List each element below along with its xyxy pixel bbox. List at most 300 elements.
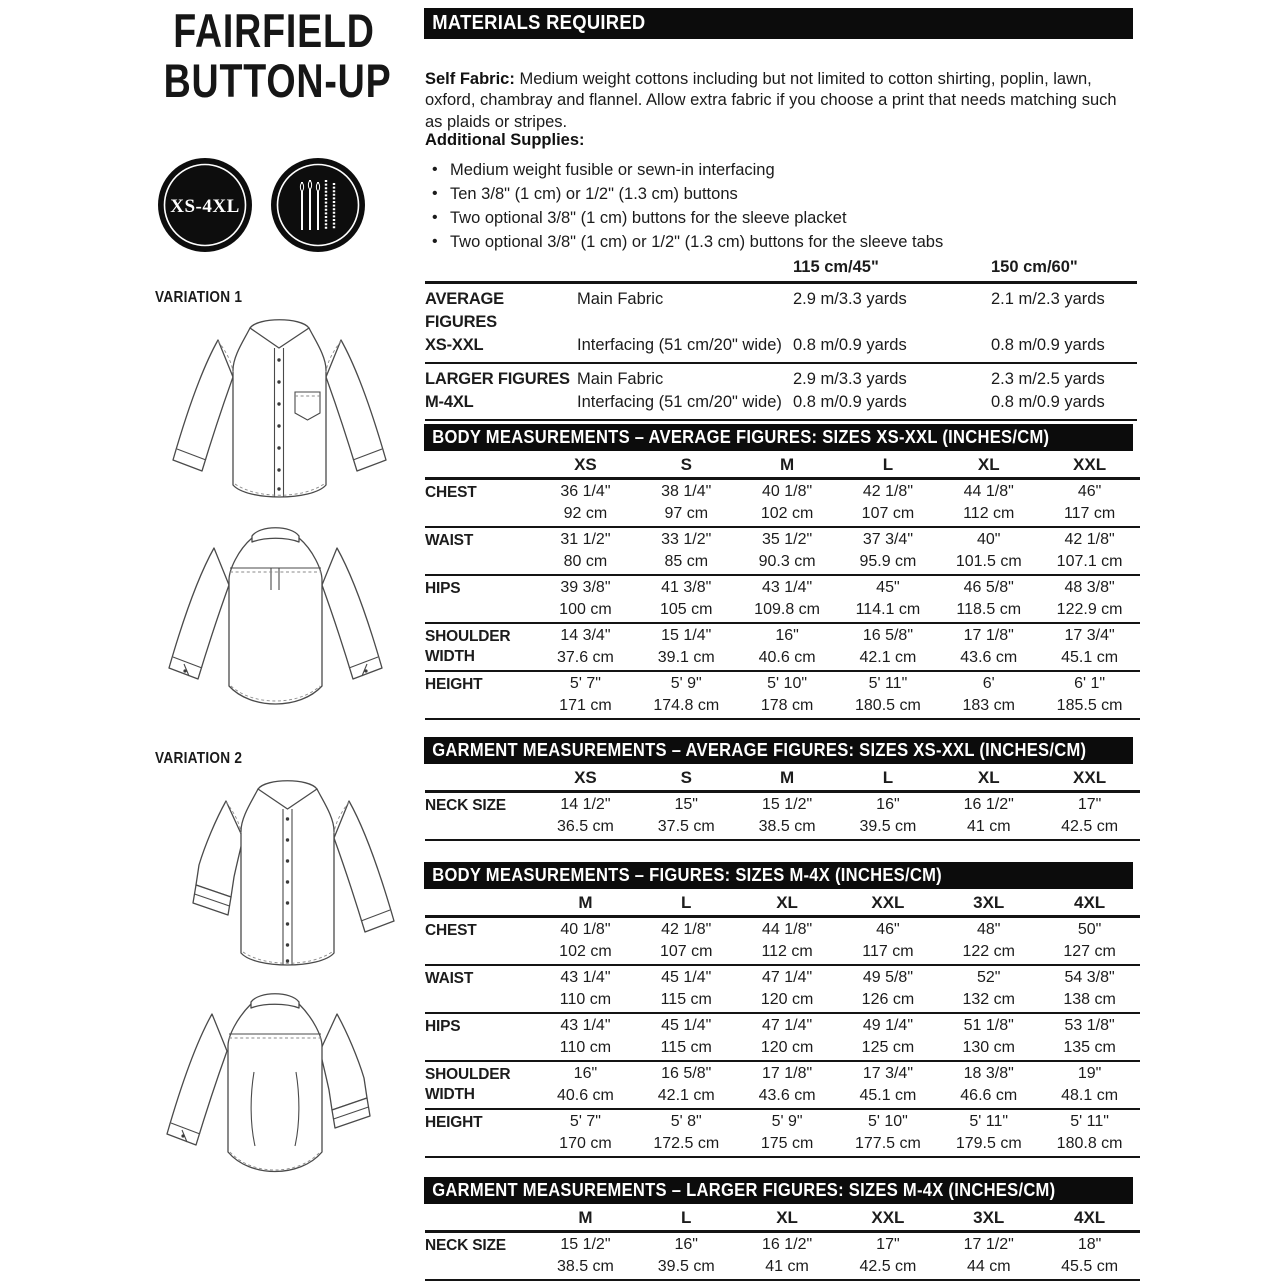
garment-measurements-larger-table (425, 1205, 1140, 1281)
measurement-inches: 52" (977, 969, 1001, 986)
measurement-inches: 5' 7" (569, 1113, 601, 1130)
size-range-label: XS-XXL (425, 336, 484, 354)
measurement-cm: 138 cm (1063, 990, 1116, 1008)
measurement-cell (838, 577, 939, 620)
measurement-cell (737, 529, 838, 572)
fabric-item-label: Main Fabric (577, 290, 664, 308)
measurement-cell (737, 794, 838, 837)
measurement-inches: 5' 11" (969, 1113, 1009, 1130)
measurement-cm: 46.6 cm (960, 1086, 1018, 1104)
measurement-cm: 120 cm (760, 990, 814, 1008)
yardage-150: 0.8 m/0.9 yards (991, 393, 1105, 411)
measurement-cell (938, 673, 1039, 716)
self-fabric-text: Medium weight cottons including but not limited to cotton shirting, poplin, lawn, oxford, chambray and flannel. Allow extra fabric if you choose a print that needs matching such as plaids or stripes. (425, 69, 1117, 131)
measurement-inches: 44 1/8" (963, 483, 1014, 500)
measurement-cm: 37.6 cm (556, 648, 614, 666)
measurement-cell (838, 794, 939, 837)
measurement-cm: 120 cm (760, 1038, 814, 1056)
measurement-row-label: HEIGHT (425, 676, 483, 693)
measurement-cm: 92 cm (563, 504, 608, 522)
measurement-inches: 42 1/8" (661, 921, 712, 938)
measurement-cell (535, 794, 636, 837)
measurement-cell (737, 625, 838, 668)
measurement-cm: 102 cm (559, 942, 612, 960)
measurement-cell (938, 529, 1039, 572)
measurement-cm: 110 cm (559, 1038, 612, 1056)
measurement-cm: 170 cm (559, 1134, 612, 1152)
measurement-inches: 47 1/4" (761, 1017, 813, 1034)
size-column-header: 3XL (973, 893, 1005, 912)
measurement-inches: 15 1/2" (761, 796, 813, 813)
yardage-150: 2.3 m/2.5 yards (991, 370, 1105, 388)
measurement-cell (938, 577, 1039, 620)
measurement-cell (737, 673, 838, 716)
measurement-cell (535, 1015, 636, 1058)
measurement-inches: 43 1/4" (761, 579, 813, 596)
measurement-row (425, 528, 1140, 576)
measurement-cm: 122.9 cm (1056, 600, 1123, 618)
measurement-inches: 15 1/2" (560, 1236, 611, 1253)
measurement-cm: 130 cm (962, 1038, 1015, 1056)
yardage-150: 0.8 m/0.9 yards (991, 336, 1105, 354)
size-column-header: XS (574, 768, 597, 787)
measurement-row-label: WAIST (425, 970, 474, 987)
yardage-115: 0.8 m/0.9 yards (793, 393, 907, 411)
measurement-cell (838, 1111, 939, 1154)
variation-1-front-illustration (152, 310, 407, 522)
measurement-cell (838, 1015, 939, 1058)
measurement-cm: 39.1 cm (657, 648, 715, 666)
size-range-badge (158, 158, 252, 252)
size-column-header: XXL (871, 1208, 905, 1227)
measurement-cm: 36.5 cm (556, 817, 614, 835)
variation-2-back-illustration (150, 984, 400, 1199)
measurement-row-label: SHOULDER WIDTH (425, 628, 511, 665)
supply-item: • Medium weight fusible or sewn-in interfacing (428, 158, 1128, 182)
size-column-header: XXL (871, 893, 905, 912)
measurement-cell (535, 1111, 636, 1154)
measurement-row-label: SHOULDER WIDTH (425, 1066, 511, 1103)
size-column-header: XL (776, 1208, 798, 1227)
measurement-row (425, 672, 1140, 720)
measurement-cell (636, 1111, 737, 1154)
measurement-cell (838, 1234, 939, 1277)
size-column-header: XL (977, 768, 1000, 787)
measurement-cm: 132 cm (962, 990, 1015, 1008)
size-header-row (425, 765, 1140, 793)
size-column-header: S (680, 455, 692, 474)
measurement-cell (737, 967, 838, 1010)
measurement-cm: 180.8 cm (1056, 1134, 1123, 1152)
size-column-header: L (882, 455, 894, 474)
measurement-row (425, 793, 1140, 841)
measurement-inches: 14 3/4" (560, 627, 611, 644)
measurement-cell (636, 577, 737, 620)
measurement-inches: 16 1/2" (963, 796, 1014, 813)
measurement-inches: 15" (674, 796, 698, 813)
measurement-cm: 39.5 cm (657, 1257, 715, 1275)
measurement-inches: 45 1/4" (661, 1017, 712, 1034)
measurement-cm: 112 cm (963, 504, 1015, 522)
measurement-cm: 179.5 cm (955, 1134, 1022, 1152)
measurement-inches: 37 3/4" (862, 531, 913, 548)
measurement-inches: 46" (876, 921, 900, 938)
measurement-cm: 172.5 cm (653, 1134, 720, 1152)
measurement-cm: 107 cm (660, 942, 713, 960)
measurement-row-label: HEIGHT (425, 1114, 483, 1131)
measurement-cm: 135 cm (1063, 1038, 1116, 1056)
measurement-cm: 48.1 cm (1061, 1086, 1119, 1104)
variation-1-back-illustration (148, 518, 403, 723)
measurement-cell (838, 481, 939, 524)
size-column-header: L (882, 768, 894, 787)
measurement-row (425, 624, 1140, 672)
measurement-cm: 178 cm (760, 696, 814, 714)
measurement-cell (1039, 1234, 1140, 1277)
measurement-cm: 38.5 cm (556, 1257, 614, 1275)
additional-supplies-list (428, 158, 1128, 254)
measurement-cell (1039, 625, 1140, 668)
measurement-inches: 17 1/8" (963, 627, 1014, 644)
measurement-inches: 5' 10" (867, 1113, 908, 1130)
measurement-cell (1039, 529, 1140, 572)
measurement-cell (636, 625, 737, 668)
measurement-cm: 171 cm (559, 696, 612, 714)
measurement-cell (938, 794, 1039, 837)
measurement-inches: 33 1/2" (661, 531, 712, 548)
measurement-inches: 17" (1077, 796, 1102, 813)
measurement-cell (1039, 481, 1140, 524)
measurement-cm: 105 cm (660, 600, 713, 618)
measurement-inches: 16 5/8" (661, 1065, 712, 1082)
size-column-header: M (779, 768, 795, 787)
measurement-cell (1039, 1111, 1140, 1154)
measurement-row-label: WAIST (425, 532, 474, 549)
body-measurements-larger-header: BODY MEASUREMENTS – FIGURES: SIZES M-4X (INCHES/CM) (424, 862, 1133, 889)
measurement-inches: 14 1/2" (560, 796, 611, 813)
measurement-inches: 5' 9" (670, 675, 702, 692)
body-measurements-average-table (425, 452, 1140, 720)
measurement-cell (1039, 1015, 1140, 1058)
fabric-table-row (425, 288, 1137, 334)
width-column-header-150: 150 cm/60" (991, 258, 1078, 276)
measurement-cell (938, 625, 1039, 668)
measurement-cell (938, 1111, 1039, 1154)
measurement-row-label: HIPS (425, 1018, 461, 1035)
measurement-cm: 117 cm (1063, 504, 1116, 522)
self-fabric-label: Self Fabric: (425, 69, 515, 88)
measurement-cm: 174.8 cm (653, 696, 720, 714)
measurement-cell (636, 1063, 737, 1106)
fabric-table-row (425, 334, 1137, 357)
measurement-row (425, 1062, 1140, 1110)
garment-measurements-average-header: GARMENT MEASUREMENTS – AVERAGE FIGURES: SIZES XS-XXL (INCHES/CM) (424, 737, 1133, 764)
measurement-cm: 43.6 cm (758, 1086, 816, 1104)
measurement-inches: 31 1/2" (560, 531, 611, 548)
measurement-cm: 177.5 cm (855, 1134, 921, 1152)
measurement-cm: 38.5 cm (758, 817, 816, 835)
measurement-cm: 90.3 cm (758, 552, 816, 570)
measurement-cell (535, 625, 636, 668)
measurement-cm: 39.5 cm (859, 817, 917, 835)
measurement-cell (1039, 673, 1140, 716)
measurement-cell (636, 1234, 737, 1277)
body-measurements-average-header: BODY MEASUREMENTS – AVERAGE FIGURES: SIZES XS-XXL (INCHES/CM) (424, 424, 1133, 451)
garment-measurements-average-table (425, 765, 1140, 841)
measurement-inches: 16" (775, 627, 799, 644)
measurement-inches: 5' 10" (767, 675, 808, 692)
yardage-115: 2.9 m/3.3 yards (793, 370, 907, 388)
measurement-inches: 53 1/8" (1064, 1017, 1115, 1034)
size-column-header: 4XL (1073, 893, 1106, 912)
measurement-inches: 47 1/4" (761, 969, 813, 986)
measurement-cm: 45.1 cm (859, 1086, 917, 1104)
fabric-table-row (425, 368, 1137, 391)
measurement-inches: 17 1/8" (761, 1065, 813, 1082)
size-column-header: 4XL (1073, 1208, 1106, 1227)
measurement-inches: 17 3/4" (1064, 627, 1115, 644)
measurement-inches: 40 1/8" (560, 921, 611, 938)
measurement-inches: 5' 9" (771, 1113, 803, 1130)
measurement-cell (1039, 919, 1140, 962)
measurement-cell (1039, 794, 1140, 837)
size-column-header: M (578, 893, 593, 912)
size-column-header: 3XL (973, 1208, 1005, 1227)
measurement-cell (535, 481, 636, 524)
fabric-table-body (425, 284, 1137, 421)
measurement-inches: 45" (876, 579, 900, 596)
body-measurements-larger-table (425, 890, 1140, 1158)
measurement-inches: 36 1/4" (560, 483, 611, 500)
measurement-cm: 85 cm (664, 552, 709, 570)
measurement-cm: 114.1 cm (855, 600, 921, 618)
measurement-inches: 41 3/8" (661, 579, 712, 596)
measurement-cell (838, 625, 939, 668)
measurement-inches: 18" (1077, 1236, 1102, 1253)
measurement-cm: 40.6 cm (556, 1086, 614, 1104)
measurement-inches: 5' 7" (569, 675, 601, 692)
size-column-header: XL (977, 455, 1000, 474)
measurement-cell (1039, 1063, 1140, 1106)
measurement-inches: 49 1/4" (862, 1017, 913, 1034)
fabric-requirements-table (425, 258, 1137, 421)
measurement-cell (737, 1063, 838, 1106)
measurement-cm: 115 cm (660, 990, 712, 1008)
measurement-inches: 46 5/8" (963, 579, 1014, 596)
measurement-cm: 122 cm (962, 942, 1015, 960)
size-column-header: M (779, 455, 795, 474)
measurement-cell (636, 794, 737, 837)
measurement-inches: 38 1/4" (661, 483, 712, 500)
measurement-inches: 16 1/2" (761, 1236, 813, 1253)
variation-1-label: VARIATION 1 (155, 289, 243, 306)
measurement-cell (838, 1063, 939, 1106)
measurement-cell (737, 481, 838, 524)
measurement-cm: 107.1 cm (1056, 552, 1123, 570)
measurement-cell (838, 967, 939, 1010)
yardage-150: 2.1 m/2.3 yards (991, 290, 1105, 308)
measurement-inches: 18 3/8" (963, 1065, 1014, 1082)
measurement-cm: 45.1 cm (1061, 648, 1119, 666)
measurement-row (425, 1110, 1140, 1158)
measurement-cm: 127 cm (1063, 942, 1116, 960)
needles-badge (271, 158, 365, 252)
fabric-table-header-row (425, 258, 1137, 284)
measurement-inches: 45 1/4" (661, 969, 712, 986)
measurement-inches: 19" (1077, 1065, 1102, 1082)
self-fabric-paragraph (425, 69, 1127, 134)
measurement-cell (636, 481, 737, 524)
measurement-cm: 185.5 cm (1056, 696, 1123, 714)
size-column-header: XXL (1073, 455, 1107, 474)
materials-required-header (424, 8, 1133, 39)
measurement-inches: 5' 11" (1070, 1113, 1109, 1130)
measurement-row-label: CHEST (425, 922, 477, 939)
measurement-inches: 46" (1077, 483, 1102, 500)
pattern-title (136, 6, 412, 106)
measurement-cm: 41 cm (966, 817, 1011, 835)
fabric-item-label: Interfacing (51 cm/20" wide) (577, 393, 782, 411)
supply-item: • Ten 3/8" (1 cm) or 1/2" (1.3 cm) buttons (428, 182, 1128, 206)
measurement-inches: 5' 8" (670, 1113, 702, 1130)
measurement-cell (636, 967, 737, 1010)
measurement-inches: 17 3/4" (862, 1065, 913, 1082)
measurement-cell (535, 673, 636, 716)
measurement-cell (938, 967, 1039, 1010)
measurement-cm: 42.1 cm (859, 648, 917, 666)
measurement-cell (636, 529, 737, 572)
measurement-inches: 40" (977, 531, 1001, 548)
measurement-cm: 118.5 cm (956, 600, 1022, 618)
measurement-inches: 51 1/8" (963, 1017, 1014, 1034)
variation-2-front-illustration (163, 771, 408, 1003)
supply-item: • Two optional 3/8" (1 cm) buttons for the sleeve placket (428, 206, 1128, 230)
measurement-cell (838, 529, 939, 572)
figure-type-label: AVERAGE FIGURES (425, 290, 504, 331)
measurement-cm: 175 cm (760, 1134, 814, 1152)
measurement-inches: 6' (982, 675, 995, 692)
measurement-cell (1039, 967, 1140, 1010)
size-column-header: XL (776, 893, 798, 912)
measurement-cell (535, 1234, 636, 1277)
pattern-title-line2: BUTTON-UP (163, 54, 392, 107)
measurement-row-label: HIPS (425, 580, 461, 597)
pattern-title-line1: FAIRFIELD (173, 4, 375, 57)
width-column-header-115: 115 cm/45" (793, 258, 879, 276)
measurement-inches: 43 1/4" (560, 969, 611, 986)
measurement-inches: 17 1/2" (963, 1236, 1014, 1253)
measurement-cm: 117 cm (862, 942, 914, 960)
measurement-cell (1039, 577, 1140, 620)
measurement-inches: 48" (977, 921, 1001, 938)
supply-item: • Two optional 3/8" (1 cm) or 1/2" (1.3 cm) buttons for the sleeve tabs (428, 230, 1128, 254)
measurement-row (425, 966, 1140, 1014)
measurement-cm: 102 cm (760, 504, 814, 522)
measurement-cm: 43.6 cm (960, 648, 1018, 666)
measurement-cell (838, 673, 939, 716)
measurement-cm: 115 cm (660, 1038, 712, 1056)
measurement-row (425, 480, 1140, 528)
measurement-cm: 110 cm (559, 990, 612, 1008)
measurement-cm: 42.5 cm (859, 1257, 917, 1275)
measurement-inches: 15 1/4" (661, 627, 712, 644)
yardage-115: 2.9 m/3.3 yards (793, 290, 907, 308)
measurement-cm: 41 cm (765, 1257, 809, 1275)
measurement-cm: 180.5 cm (855, 696, 921, 714)
fabric-table-group (425, 284, 1137, 364)
measurement-cell (737, 919, 838, 962)
measurement-inches: 54 3/8" (1064, 969, 1115, 986)
measurement-cell (535, 919, 636, 962)
size-column-header: XS (574, 455, 597, 474)
measurement-row (425, 918, 1140, 966)
variation-2-label: VARIATION 2 (155, 750, 243, 767)
fabric-item-label: Main Fabric (577, 370, 664, 388)
measurement-cm: 183 cm (962, 696, 1015, 714)
measurement-inches: 44 1/8" (761, 921, 813, 938)
measurement-inches: 16" (876, 796, 900, 813)
fabric-table-group (425, 364, 1137, 421)
figure-type-label: LARGER FIGURES (425, 370, 570, 388)
measurement-cell (938, 481, 1039, 524)
measurement-cell (737, 1234, 838, 1277)
measurement-cm: 45.5 cm (1061, 1257, 1119, 1275)
measurement-cm: 95.9 cm (859, 552, 917, 570)
measurement-cell (535, 577, 636, 620)
measurement-row-label: NECK SIZE (425, 797, 506, 814)
measurement-inches: 49 5/8" (862, 969, 913, 986)
size-header-row (425, 1205, 1140, 1233)
measurement-cm: 42.1 cm (657, 1086, 715, 1104)
measurement-inches: 5' 11" (868, 675, 908, 692)
size-column-header: L (681, 1208, 692, 1227)
measurement-row-label: NECK SIZE (425, 1237, 506, 1254)
measurement-cm: 107 cm (861, 504, 915, 522)
size-column-header: S (680, 768, 692, 787)
measurement-inches: 42 1/8" (862, 483, 913, 500)
measurement-cell (535, 967, 636, 1010)
measurement-inches: 48 3/8" (1064, 579, 1115, 596)
measurement-cell (938, 1234, 1039, 1277)
measurement-cm: 42.5 cm (1061, 817, 1119, 835)
measurement-cm: 97 cm (664, 504, 709, 522)
fabric-table-row (425, 391, 1137, 414)
size-range-badge-label: XS-4XL (170, 196, 240, 217)
garment-measurements-larger-header: GARMENT MEASUREMENTS – LARGER FIGURES: SIZES M-4X (INCHES/CM) (424, 1177, 1133, 1204)
measurement-cell (636, 1015, 737, 1058)
measurement-cell (535, 529, 636, 572)
measurement-cell (938, 1015, 1039, 1058)
fabric-item-label: Interfacing (51 cm/20" wide) (577, 336, 782, 354)
measurement-cm: 37.5 cm (657, 817, 715, 835)
measurement-inches: 40 1/8" (761, 483, 813, 500)
measurement-inches: 16 5/8" (862, 627, 913, 644)
measurement-inches: 6' 1" (1074, 675, 1106, 692)
size-header-row (425, 452, 1140, 480)
measurement-cell (636, 673, 737, 716)
size-column-header: L (681, 893, 692, 912)
measurement-cm: 101.5 cm (955, 552, 1022, 570)
measurement-row (425, 1233, 1140, 1281)
badge-row (156, 156, 370, 254)
measurement-inches: 39 3/8" (560, 579, 611, 596)
measurement-cm: 112 cm (761, 942, 813, 960)
measurement-cell (838, 919, 939, 962)
measurement-cm: 100 cm (559, 600, 612, 618)
measurement-cell (938, 919, 1039, 962)
measurement-cell (938, 1063, 1039, 1106)
measurement-row (425, 576, 1140, 624)
